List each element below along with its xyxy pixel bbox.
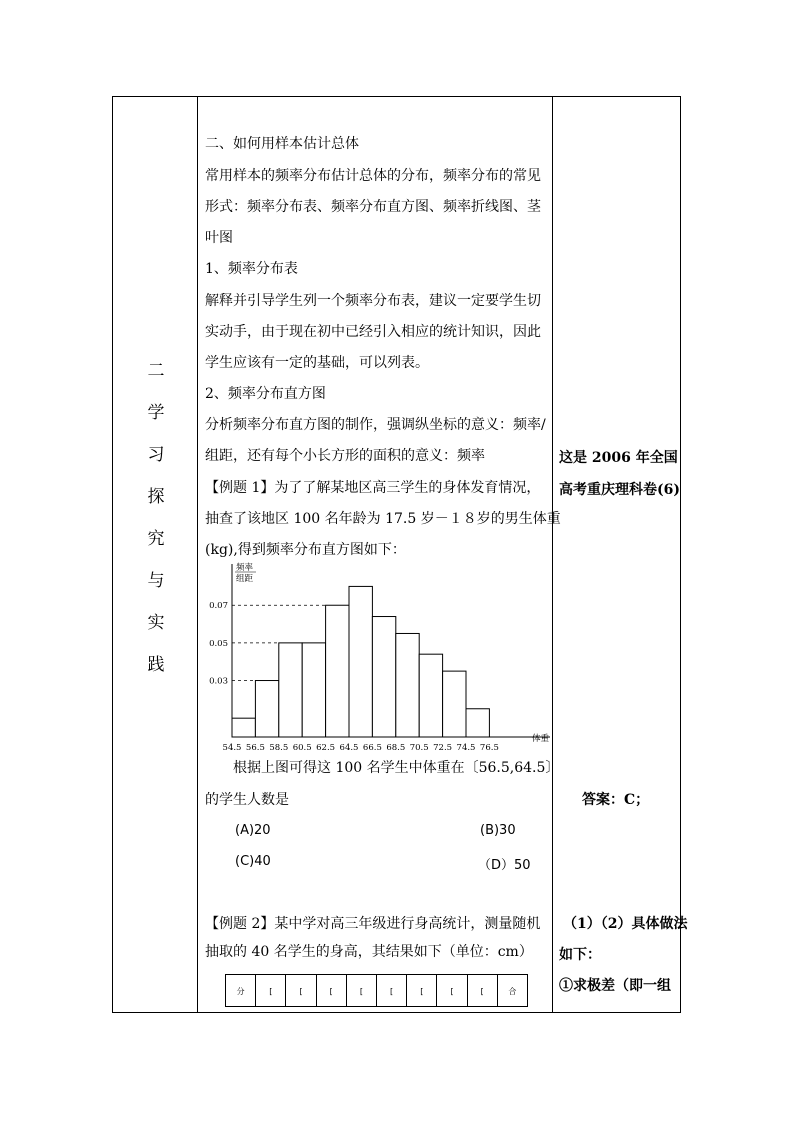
histogram-bar (279, 643, 302, 737)
table-cell: [ (377, 975, 407, 1006)
x-tick-label: 64.5 (339, 743, 359, 753)
side-title-char: 二 (147, 361, 165, 381)
side-note-line: 高考重庆理科卷(6) (559, 482, 680, 498)
table-cell: [ (468, 975, 498, 1006)
section-heading: 二、如何用样本估计总体 (205, 136, 359, 152)
y-axis-label-top: 频率 (236, 563, 254, 573)
table-cell: [ (407, 975, 437, 1006)
histogram-bar (232, 718, 255, 737)
side-title-char: 实 (147, 613, 165, 633)
table-cell: [ (286, 975, 316, 1006)
side-title-char: 与 (147, 571, 165, 591)
histogram-bar (349, 586, 372, 737)
answer-text: 答案：C； (582, 792, 650, 808)
table-cell: 分 (226, 975, 256, 1006)
intro-line: 常用样本的频率分布估计总体的分布，频率分布的常见 (205, 168, 541, 184)
paragraph-line: 实动手，由于现在初中已经引入相应的统计知识，因此 (205, 324, 541, 340)
histogram-bar (443, 671, 466, 737)
side-note-line: 这是 2006 年全国 (559, 450, 678, 466)
option-d: （D）50 (478, 858, 531, 873)
paragraph-line: 解释并引导学生列一个频率分布表，建议一定要学生切 (205, 293, 541, 309)
example-line: 抽查了该地区 100 名年龄为 17.5 岁－１８岁的男生体重 (205, 511, 561, 527)
side-note-line: ①求极差（即一组 (559, 978, 671, 994)
x-tick-label: 66.5 (362, 743, 382, 753)
subsection-title: 2、频率分布直方图 (205, 386, 326, 402)
y-tick-label: 0.05 (209, 638, 228, 649)
intro-line: 叶图 (205, 230, 233, 246)
side-title-char: 探 (147, 487, 165, 507)
x-tick-label: 76.5 (479, 743, 499, 753)
side-title-char: 践 (147, 655, 165, 675)
x-axis-label: 体重 (532, 734, 550, 744)
table-cell: [ (437, 975, 467, 1006)
column-divider-2 (552, 96, 553, 1013)
example-line: 抽取的 40 名学生的身高，其结果如下（单位：cm） (205, 944, 533, 960)
side-title-char: 究 (147, 529, 165, 549)
x-tick-label: 74.5 (456, 743, 476, 753)
x-tick-label: 60.5 (292, 743, 312, 753)
y-tick-label: 0.07 (209, 601, 228, 612)
column-divider-1 (197, 96, 198, 1013)
table-cell: [ (256, 975, 286, 1006)
table-cell: 合 (508, 987, 517, 996)
subsection-title: 1、频率分布表 (205, 261, 298, 277)
histogram-bar (302, 643, 325, 737)
x-tick-label: 62.5 (316, 743, 336, 753)
side-note-line: （1）（2）具体做法 (563, 916, 688, 932)
paragraph-line: 组距，还有每个小长方形的面积的意义：频率 (205, 448, 485, 464)
y-axis-label-bottom: 组距 (236, 574, 254, 584)
x-tick-label: 70.5 (409, 743, 429, 753)
histogram-bar (372, 617, 395, 737)
x-tick-label: 58.5 (269, 743, 289, 753)
side-title-char: 学 (147, 403, 165, 423)
histogram-bar (419, 654, 442, 737)
histogram-bar (255, 681, 278, 737)
histogram-bar (396, 633, 419, 737)
x-tick-label: 54.5 (222, 743, 242, 753)
option-b: (B)30 (480, 823, 516, 838)
question-line: 根据上图可得这 100 名学生中体重在〔56.5,64.5〕 (233, 760, 560, 776)
example-line: (kg),得到频率分布直方图如下： (205, 542, 406, 558)
example-line: 【例题 2】某中学对高三年级进行身高统计，测量随机 (205, 916, 541, 932)
side-note-line: 如下： (559, 947, 601, 963)
histogram-bar (466, 709, 489, 737)
frequency-histogram (200, 560, 552, 760)
table-cell: [ (317, 975, 347, 1006)
option-c: (C)40 (235, 854, 271, 869)
side-title-char: 习 (147, 445, 165, 465)
intro-line: 形式：频率分布表、频率分布直方图、频率折线图、茎 (205, 199, 541, 215)
x-tick-label: 72.5 (433, 743, 453, 753)
x-tick-label: 68.5 (386, 743, 406, 753)
paragraph-line: 学生应该有一定的基础，可以列表。 (205, 355, 429, 371)
table-cell: [ (347, 975, 377, 1006)
histogram-bar (326, 605, 349, 737)
height-data-table (225, 974, 528, 1007)
paragraph-line: 分析频率分布直方图的制作，强调纵坐标的意义：频率/ (205, 417, 546, 433)
y-tick-label: 0.03 (209, 676, 228, 687)
x-tick-label: 56.5 (245, 743, 265, 753)
option-a: (A)20 (235, 823, 271, 838)
question-line: 的学生人数是 (205, 792, 289, 808)
example-line: 【例题 1】为了了解某地区高三学生的身体发育情况， (205, 480, 541, 496)
